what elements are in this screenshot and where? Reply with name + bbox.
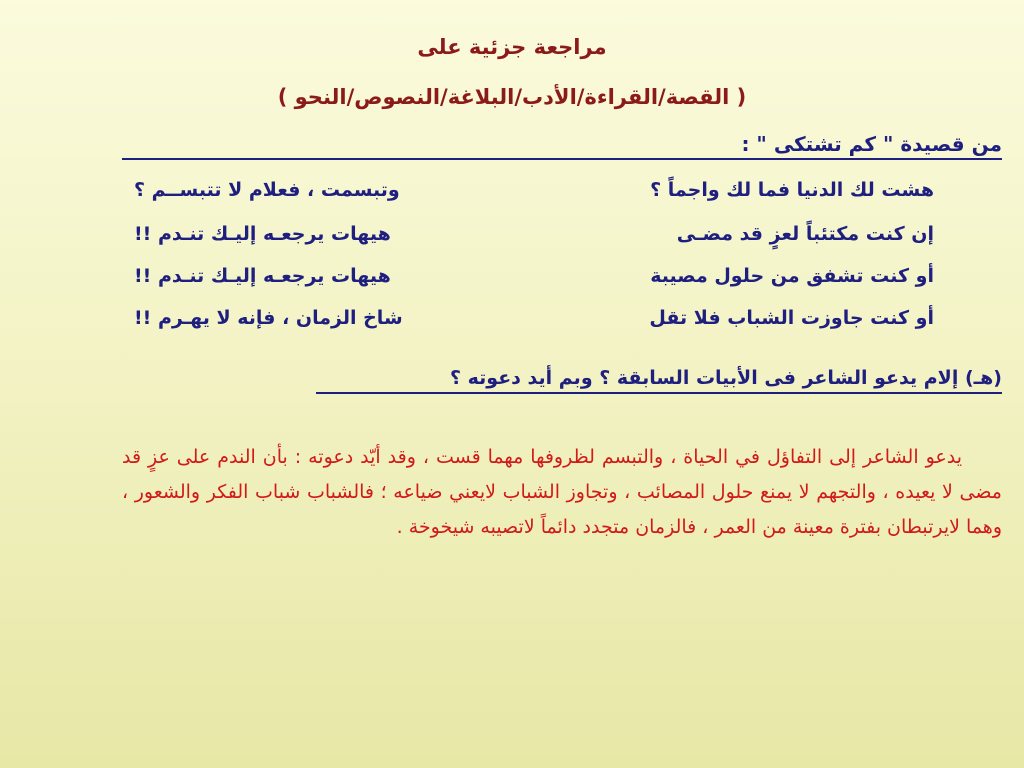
poem-heading: من قصيدة " كم تشتكى " :: [122, 130, 1002, 160]
answer-paragraph: يدعو الشاعر إلى التفاؤل في الحياة ، والتبسم لظروفها مهما قست ، وقد أيّد دعوته : بأن الندم على عزٍ قد مضى لا يعيده ، والتجهم لا يمنع حلول المصائب ، وتجاوز الشباب لايعني ضياعه ؛ فالشباب شباب الفكر والشعور ، وهما لايرتبطان بفترة معينة من العمر ، فالزمان متجدد دائماً لاتصيبه شيخوخة .: [122, 446, 1002, 538]
verse-3: [134, 262, 934, 290]
slide-subtitle: ( القصة/القراءة/الأدب/البلاغة/النصوص/النحو ): [277, 85, 747, 109]
question: (هـ) إلام يدعو الشاعر فى الأبيات السابقة ؟ وبم أيد دعوته ؟: [316, 364, 1002, 394]
verse-4: [134, 304, 934, 332]
verse-1-second-half: وتبسمت ، فعلام لا تتبســم ؟: [134, 179, 400, 201]
slide-title: مراجعة جزئية على: [417, 35, 607, 59]
verse-2: [134, 220, 934, 248]
verse-2-second-half: هيهات يرجعـه إليـك تنـدم !!: [134, 223, 391, 245]
verse-1: [134, 176, 934, 204]
verse-4-second-half: شاخ الزمان ، فإنه لا يهـرم !!: [134, 307, 403, 329]
verse-1-first-half: هشت لك الدنيا فما لك واجماً ؟: [650, 179, 934, 201]
verse-3-second-half: هيهات يرجعـه إليـك تنـدم !!: [134, 265, 391, 287]
verse-2-first-half: إن كنت مكتئباً لعزٍ قد مضـى: [676, 223, 934, 245]
verse-3-first-half: أو كنت تشفق من حلول مصيبة: [650, 265, 934, 287]
verse-4-first-half: أو كنت جاوزت الشباب فلا تقل: [649, 307, 934, 329]
